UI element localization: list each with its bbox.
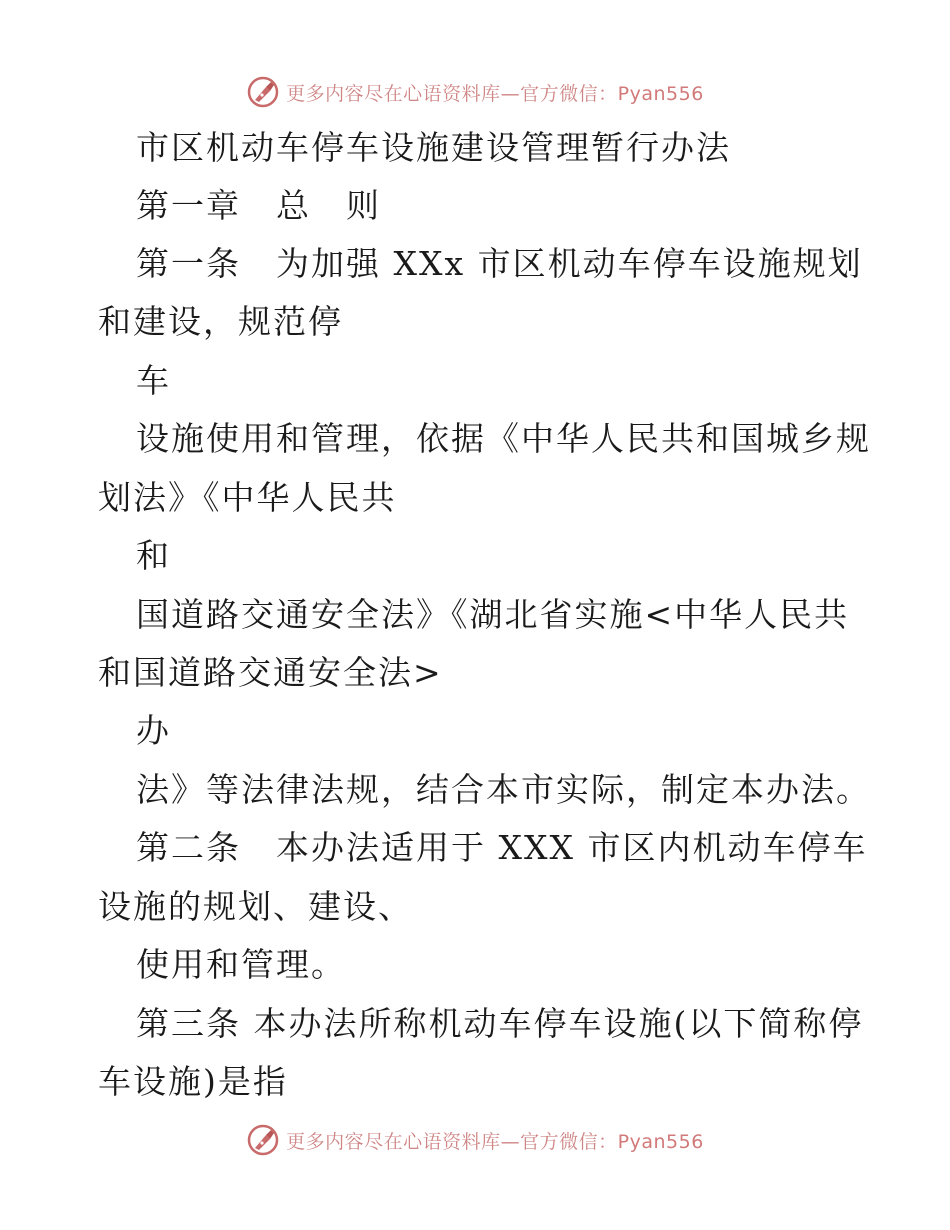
paragraph-line: 办	[136, 711, 171, 750]
paragraph-line: 车	[136, 361, 171, 400]
paragraph-line: 设施使用和管理，依据《中华人民共和国城乡规	[136, 419, 871, 458]
paragraph-line: 法》等法律法规，结合本市实际，制定本办法。	[136, 770, 871, 809]
paragraph-line: 划法》《中华人民共	[98, 478, 397, 517]
paragraph-line: 和国道路交通安全法>	[98, 653, 443, 692]
paragraph-line: 国道路交通安全法》《湖北省实施<中华人民共	[136, 595, 850, 634]
pen-nib-icon	[246, 75, 280, 109]
paragraph-line: 第一条 为加强 XXx 市区机动车停车设施规划	[136, 244, 863, 283]
watermark-text: 更多内容尽在心语资料库—官方微信：Pyan556	[286, 82, 704, 105]
paragraph-line: 和建设，规范停	[98, 302, 343, 341]
paragraph-line: 车设施)是指	[98, 1062, 288, 1101]
footer-watermark	[0, 1120, 950, 1160]
chapter-heading: 第一章 总 则	[136, 186, 381, 225]
pen-nib-icon	[246, 1123, 280, 1157]
watermark-wechat-id: Pyan556	[617, 82, 704, 105]
document-title: 市区机动车停车设施建设管理暂行办法	[136, 128, 731, 167]
watermark-text: 更多内容尽在心语资料库—官方微信：Pyan556	[286, 1130, 704, 1153]
paragraph-line: 和	[136, 536, 171, 575]
paragraph-line: 使用和管理。	[136, 945, 346, 984]
header-watermark	[0, 72, 950, 112]
paragraph-line: 设施的规划、建设、	[98, 887, 413, 926]
paragraph-line: 第二条 本办法适用于 XXX 市区内机动车停车	[136, 828, 868, 867]
paragraph-line: 第三条 本办法所称机动车停车设施(以下简称停	[136, 1004, 864, 1043]
watermark-wechat-id: Pyan556	[617, 1130, 704, 1153]
